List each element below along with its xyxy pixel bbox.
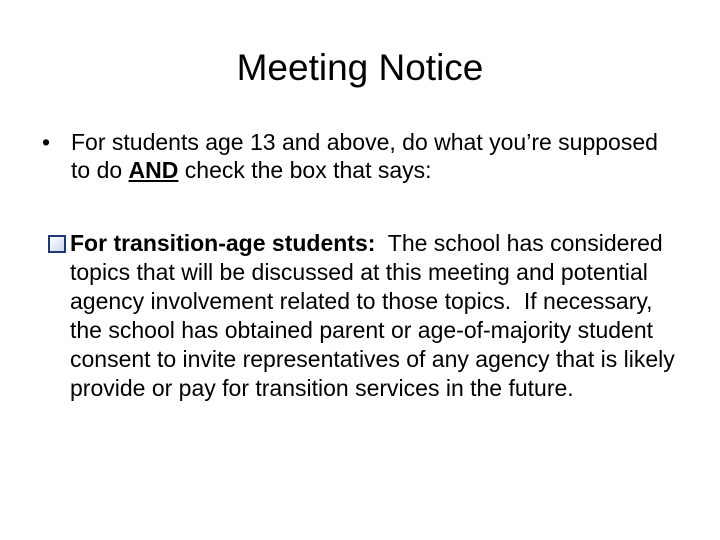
bullet-item: [42, 128, 682, 184]
bullet-dot-icon: •: [42, 129, 51, 155]
checkbox-text: [70, 229, 688, 403]
checkbox-body: The school has considered topics that will be discussed at this meeting and potential agency involvement related to those topics. If necessary, the school has obtained parent or age-of-majority student consent to invite representatives of any agency that is likely provide or pay for transition services in the future.: [70, 230, 682, 401]
bullet-emphasis: AND: [128, 157, 179, 183]
bullet-text: [71, 128, 682, 184]
bullet-text-after: check the box that says:: [178, 157, 432, 183]
bullet-text-before: For students age 13 and above, do what you’re supposed to do: [71, 129, 658, 183]
checkbox-bold-label: For transition-age students:: [70, 230, 376, 256]
checkbox-item: [48, 229, 688, 403]
slide-title: Meeting Notice: [236, 47, 484, 88]
checkbox-icon[interactable]: [48, 235, 66, 253]
